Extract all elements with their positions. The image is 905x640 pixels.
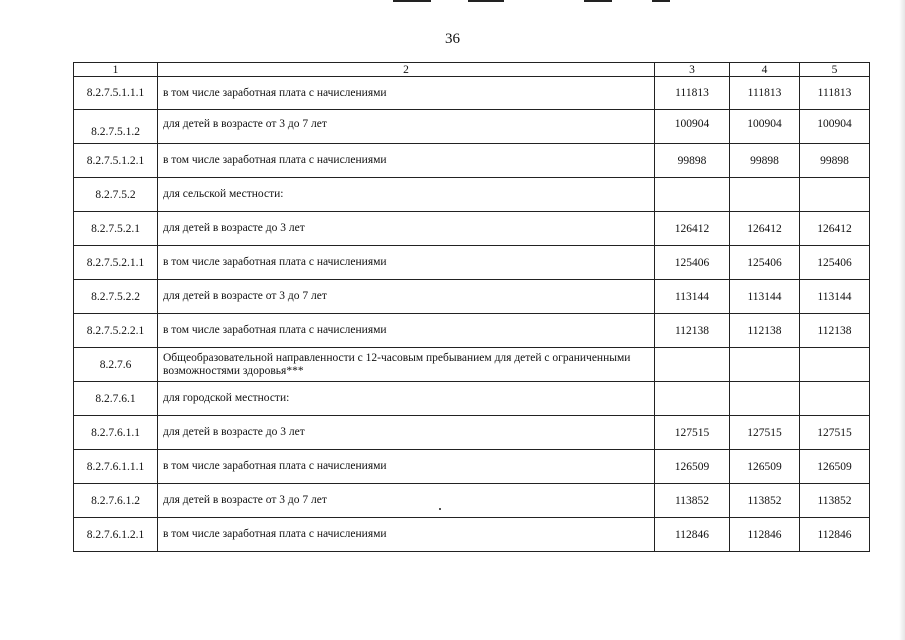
row-value-col3: 127515 <box>655 416 730 450</box>
tariff-table <box>73 62 870 552</box>
row-value-col5: 113144 <box>800 280 870 314</box>
row-description: для детей в возрасте от 3 до 7 лет <box>158 110 655 144</box>
page-number: 36 <box>445 31 460 47</box>
table-header-row <box>74 63 870 77</box>
row-value-col3: 113852 <box>655 484 730 518</box>
row-value-col5 <box>800 382 870 416</box>
row-value-col5 <box>800 178 870 212</box>
row-value-col4 <box>730 382 800 416</box>
table-row <box>74 518 870 552</box>
row-code: 8.2.7.5.1.2.1 <box>74 144 158 178</box>
row-value-col4: 113852 <box>730 484 800 518</box>
row-code: 8.2.7.5.2.1 <box>74 212 158 246</box>
row-code: 8.2.7.6.1.1.1 <box>74 450 158 484</box>
row-description: в том числе заработная плата с начислениями <box>158 144 655 178</box>
row-description: для городской местности: <box>158 382 655 416</box>
row-value-col4: 112138 <box>730 314 800 348</box>
page-edge-shadow <box>899 0 905 640</box>
row-value-col3: 112138 <box>655 314 730 348</box>
row-code: 8.2.7.5.1.1.1 <box>74 77 158 110</box>
scan-speck <box>439 508 441 510</box>
table-row <box>74 416 870 450</box>
row-description: в том числе заработная плата с начислениями <box>158 246 655 280</box>
row-value-col3: 112846 <box>655 518 730 552</box>
row-value-col5: 126412 <box>800 212 870 246</box>
row-description: в том числе заработная плата с начислениями <box>158 77 655 110</box>
row-value-col5 <box>800 348 870 382</box>
row-value-col3: 125406 <box>655 246 730 280</box>
row-value-col4: 125406 <box>730 246 800 280</box>
row-value-col4: 127515 <box>730 416 800 450</box>
scan-artifact-marks <box>0 0 905 4</box>
row-value-col5: 112846 <box>800 518 870 552</box>
row-description: для сельской местности: <box>158 178 655 212</box>
table-row <box>74 484 870 518</box>
row-code: 8.2.7.5.2.1.1 <box>74 246 158 280</box>
row-code: 8.2.7.6.1.2 <box>74 484 158 518</box>
column-header-5: 5 <box>800 63 870 77</box>
table-row <box>74 77 870 110</box>
row-value-col5: 99898 <box>800 144 870 178</box>
row-value-col5: 112138 <box>800 314 870 348</box>
table-row <box>74 178 870 212</box>
row-value-col3: 126509 <box>655 450 730 484</box>
column-header-1: 1 <box>74 63 158 77</box>
table-row <box>74 110 870 144</box>
row-code: 8.2.7.5.2 <box>74 178 158 212</box>
row-value-col4: 99898 <box>730 144 800 178</box>
scan-mark <box>652 0 670 2</box>
row-value-col4 <box>730 348 800 382</box>
row-value-col4: 112846 <box>730 518 800 552</box>
row-value-col5: 111813 <box>800 77 870 110</box>
table-row <box>74 450 870 484</box>
row-value-col5: 113852 <box>800 484 870 518</box>
row-code: 8.2.7.5.1.2 <box>74 110 158 144</box>
row-code: 8.2.7.6.1.2.1 <box>74 518 158 552</box>
row-value-col5: 125406 <box>800 246 870 280</box>
column-header-3: 3 <box>655 63 730 77</box>
row-code: 8.2.7.5.2.2 <box>74 280 158 314</box>
table-row <box>74 144 870 178</box>
table-row <box>74 246 870 280</box>
row-value-col4: 100904 <box>730 110 800 144</box>
row-value-col3 <box>655 178 730 212</box>
row-value-col3: 100904 <box>655 110 730 144</box>
row-description: в том числе заработная плата с начислениями <box>158 314 655 348</box>
row-value-col3 <box>655 348 730 382</box>
scan-mark <box>468 0 504 2</box>
table-row <box>74 382 870 416</box>
row-description: Общеобразовательной направленности с 12-часовым пребыванием для детей с ограниченными возможностями здоровья*** <box>158 348 655 382</box>
row-value-col4: 113144 <box>730 280 800 314</box>
row-code: 8.2.7.6.1.1 <box>74 416 158 450</box>
row-value-col5: 100904 <box>800 110 870 144</box>
row-value-col4: 126509 <box>730 450 800 484</box>
row-description: для детей в возрасте до 3 лет <box>158 212 655 246</box>
column-header-2: 2 <box>158 63 655 77</box>
row-description: в том числе заработная плата с начислениями <box>158 450 655 484</box>
row-code: 8.2.7.6.1 <box>74 382 158 416</box>
column-header-4: 4 <box>730 63 800 77</box>
row-description: для детей в возрасте от 3 до 7 лет <box>158 484 655 518</box>
table-row <box>74 212 870 246</box>
table-row <box>74 280 870 314</box>
row-description: для детей в возрасте от 3 до 7 лет <box>158 280 655 314</box>
row-value-col3: 99898 <box>655 144 730 178</box>
row-value-col3: 113144 <box>655 280 730 314</box>
row-value-col4: 111813 <box>730 77 800 110</box>
row-value-col3: 126412 <box>655 212 730 246</box>
row-value-col4 <box>730 178 800 212</box>
row-value-col3: 111813 <box>655 77 730 110</box>
row-description: в том числе заработная плата с начислениями <box>158 518 655 552</box>
row-code: 8.2.7.5.2.2.1 <box>74 314 158 348</box>
table-row <box>74 314 870 348</box>
row-value-col5: 126509 <box>800 450 870 484</box>
table-row <box>74 348 870 382</box>
row-value-col5: 127515 <box>800 416 870 450</box>
row-code: 8.2.7.6 <box>74 348 158 382</box>
row-value-col4: 126412 <box>730 212 800 246</box>
scan-mark <box>584 0 612 2</box>
row-description: для детей в возрасте до 3 лет <box>158 416 655 450</box>
row-value-col3 <box>655 382 730 416</box>
scan-mark <box>393 0 431 2</box>
